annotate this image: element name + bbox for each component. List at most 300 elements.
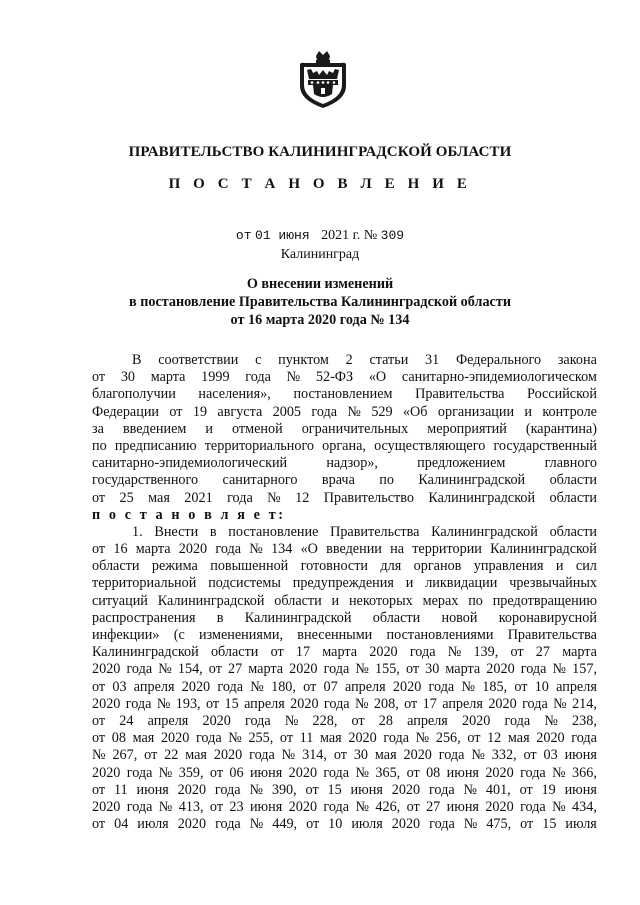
word: области bbox=[92, 558, 140, 575]
document-body bbox=[92, 352, 597, 833]
word: 2020 bbox=[392, 678, 422, 695]
word: № bbox=[158, 661, 172, 678]
word: июня bbox=[136, 781, 169, 798]
word: за bbox=[92, 420, 104, 437]
word: 228, bbox=[312, 712, 338, 729]
word: № bbox=[553, 695, 567, 712]
word: 157, bbox=[572, 661, 597, 678]
word: апреля bbox=[244, 695, 285, 712]
word: 2020 bbox=[288, 764, 318, 781]
word: 390, bbox=[271, 781, 297, 798]
word: июня bbox=[564, 781, 597, 798]
word: управления bbox=[473, 558, 544, 575]
word: Калининградской bbox=[418, 472, 526, 489]
word: № bbox=[463, 781, 478, 798]
word: 314, bbox=[302, 747, 327, 764]
word: постановлением bbox=[293, 386, 393, 403]
word: года bbox=[438, 747, 465, 764]
word: № bbox=[158, 798, 173, 815]
word: 23 bbox=[229, 798, 244, 815]
text-line bbox=[92, 679, 597, 696]
word: марта bbox=[445, 661, 481, 678]
word: от bbox=[306, 816, 320, 833]
word: санитарно-эпидемиологический bbox=[92, 455, 288, 472]
word: «О bbox=[300, 541, 318, 558]
word: от bbox=[523, 747, 537, 764]
word: 19 bbox=[541, 781, 556, 798]
title-line-3: от 16 марта 2020 года № 134 bbox=[230, 312, 410, 328]
word: от bbox=[406, 764, 420, 781]
word: 2020 bbox=[288, 798, 318, 815]
word: 2020 bbox=[488, 695, 517, 712]
word: 10 bbox=[328, 816, 343, 833]
word: от bbox=[270, 644, 284, 661]
word: территории bbox=[412, 541, 482, 558]
text-line bbox=[92, 730, 597, 747]
from-label: от bbox=[235, 228, 252, 243]
word: 15 bbox=[542, 816, 557, 833]
word: 2020 bbox=[289, 661, 318, 678]
text-line bbox=[92, 816, 597, 833]
word: 256, bbox=[435, 730, 461, 747]
text-line bbox=[92, 696, 597, 713]
word: 04 bbox=[114, 816, 129, 833]
word: территориального bbox=[204, 437, 315, 454]
word: от bbox=[209, 764, 224, 781]
word: от bbox=[208, 661, 222, 678]
word: от bbox=[303, 678, 317, 695]
word: территориальной bbox=[92, 575, 197, 592]
word: 30 bbox=[353, 747, 369, 764]
word: № bbox=[281, 747, 296, 764]
word: года bbox=[126, 661, 153, 678]
word: от bbox=[406, 798, 420, 815]
word: 267, bbox=[112, 747, 138, 764]
word: от bbox=[92, 541, 106, 558]
word: года bbox=[195, 730, 222, 747]
word: подсистемы bbox=[208, 575, 281, 592]
word: Калининградской bbox=[157, 592, 265, 609]
word: области bbox=[372, 609, 421, 626]
word: на bbox=[390, 541, 404, 558]
word: «О bbox=[368, 369, 387, 386]
word: от bbox=[92, 369, 106, 386]
word: № bbox=[552, 798, 566, 815]
word: 208, bbox=[373, 695, 399, 712]
word: апреля bbox=[133, 678, 175, 695]
text-line bbox=[92, 455, 597, 472]
word: года bbox=[217, 678, 244, 695]
word: апреля bbox=[442, 695, 483, 712]
word: 426, bbox=[375, 798, 401, 815]
word: 12 bbox=[487, 730, 502, 747]
word: апреля bbox=[407, 712, 448, 729]
word: июля bbox=[137, 816, 169, 833]
word: 28 bbox=[378, 712, 393, 729]
word: 2020 bbox=[181, 678, 211, 695]
word: № bbox=[249, 541, 263, 558]
word: года bbox=[125, 695, 152, 712]
word: года bbox=[571, 730, 597, 747]
word: Правительство bbox=[323, 489, 414, 506]
word: мая bbox=[132, 730, 155, 747]
word: от bbox=[92, 678, 106, 695]
word: июня bbox=[564, 747, 597, 764]
word: мая bbox=[319, 730, 342, 747]
word: и bbox=[555, 558, 564, 575]
word: 2020 bbox=[403, 747, 432, 764]
word: года bbox=[323, 695, 350, 712]
word: 2020 bbox=[486, 661, 515, 678]
word: 30 bbox=[120, 369, 135, 386]
word: 2005 bbox=[272, 403, 302, 420]
word: года bbox=[249, 747, 275, 764]
word: для bbox=[380, 558, 402, 575]
word: от bbox=[92, 730, 106, 747]
word: с bbox=[255, 352, 262, 368]
word: № bbox=[284, 712, 299, 729]
word: 27 bbox=[535, 644, 550, 661]
word: апреля bbox=[147, 712, 189, 729]
word: 2020 bbox=[369, 644, 398, 661]
word: врача bbox=[321, 472, 355, 489]
word: 2020 bbox=[202, 712, 231, 729]
word: «Об bbox=[402, 403, 428, 420]
word: санитарного bbox=[222, 472, 298, 489]
word: области bbox=[549, 472, 597, 489]
word: 2020 bbox=[391, 781, 421, 798]
word: 365, bbox=[375, 764, 401, 781]
word: 07 bbox=[323, 678, 338, 695]
word: ликвидации bbox=[425, 575, 498, 592]
word: области bbox=[549, 489, 597, 506]
word: соответствии bbox=[158, 352, 239, 368]
text-line bbox=[92, 799, 597, 816]
word: области bbox=[274, 592, 322, 609]
word: распространения bbox=[92, 609, 196, 626]
word: главного bbox=[544, 455, 597, 472]
word: 2020 bbox=[92, 798, 121, 815]
word: ограничительных bbox=[301, 420, 409, 437]
word: повышенной bbox=[210, 558, 289, 575]
word: 155, bbox=[375, 661, 400, 678]
word: марта bbox=[248, 661, 284, 678]
word: 2020 bbox=[92, 764, 121, 781]
word: 332, bbox=[491, 747, 517, 764]
word: Внести bbox=[154, 523, 199, 540]
word: года bbox=[409, 644, 436, 661]
word: органа, bbox=[322, 437, 366, 454]
word: области bbox=[549, 523, 597, 540]
word: новой bbox=[441, 609, 478, 626]
word: года bbox=[323, 798, 350, 815]
word: № bbox=[552, 764, 566, 781]
word: мая bbox=[374, 747, 397, 764]
word: 434, bbox=[572, 798, 597, 815]
year-value: 2021 г. bbox=[321, 228, 361, 243]
text-line bbox=[92, 524, 597, 541]
word: от bbox=[92, 816, 106, 833]
word: организации bbox=[437, 403, 515, 420]
word: по bbox=[468, 592, 483, 609]
word: пунктом bbox=[278, 352, 329, 368]
text-line bbox=[92, 713, 597, 730]
word: года bbox=[504, 712, 531, 729]
word: 255, bbox=[248, 730, 274, 747]
resolves-word: п о с т а н о в л я е т: bbox=[92, 506, 286, 523]
document-type: П О С Т А Н О В Л Е Н И Е bbox=[168, 176, 472, 192]
word: мая bbox=[507, 730, 530, 747]
word: июня bbox=[249, 764, 283, 781]
word: предупреждения bbox=[292, 575, 394, 592]
text-line bbox=[92, 490, 597, 507]
word: от bbox=[520, 816, 534, 833]
word: № bbox=[228, 730, 242, 747]
word: от bbox=[514, 678, 528, 695]
word: 193, bbox=[175, 695, 201, 712]
word: года bbox=[245, 369, 271, 386]
word: 19 bbox=[192, 403, 208, 420]
word: 10 bbox=[534, 678, 549, 695]
word: от bbox=[92, 781, 106, 798]
word: Правительства bbox=[330, 523, 420, 540]
word: мерах bbox=[422, 592, 459, 609]
word: года bbox=[323, 661, 350, 678]
word: года bbox=[520, 661, 547, 678]
word: и bbox=[524, 403, 532, 420]
word: от bbox=[92, 489, 106, 506]
word: № bbox=[461, 678, 476, 695]
word: 2020 bbox=[92, 695, 121, 712]
word: года bbox=[428, 678, 455, 695]
word: Калининградской bbox=[490, 541, 597, 558]
word: готовности bbox=[300, 558, 368, 575]
word: года bbox=[522, 695, 548, 712]
word: 31 bbox=[425, 352, 440, 368]
word: государственного bbox=[92, 472, 199, 489]
word: по bbox=[92, 437, 107, 454]
organization-name: ПРАВИТЕЛЬСТВО КАЛИНИНГРАДСКОЙ ОБЛАСТИ bbox=[128, 144, 512, 160]
word: и bbox=[205, 420, 213, 437]
word: 214, bbox=[572, 695, 597, 712]
word: предписанию bbox=[114, 437, 197, 454]
word: 25 bbox=[119, 489, 134, 506]
word: 449, bbox=[272, 816, 298, 833]
word: года bbox=[215, 541, 242, 558]
word: года bbox=[429, 816, 455, 833]
word: 359, bbox=[178, 764, 204, 781]
word: 2020 bbox=[213, 747, 243, 764]
word: от bbox=[519, 781, 533, 798]
word: 30 bbox=[425, 661, 440, 678]
word: контроле bbox=[542, 403, 597, 420]
text-line bbox=[92, 386, 597, 403]
word: № bbox=[355, 764, 369, 781]
word: 27 bbox=[426, 798, 441, 815]
word: от bbox=[92, 712, 106, 729]
word: № bbox=[552, 661, 567, 678]
word: 2020 bbox=[485, 764, 514, 781]
word: 2020 bbox=[348, 730, 377, 747]
word: ситуаций bbox=[92, 592, 148, 609]
word: 08 bbox=[111, 730, 126, 747]
word: № bbox=[249, 781, 263, 798]
text-line bbox=[92, 747, 597, 764]
word: 2020 bbox=[290, 695, 319, 712]
word: 15 bbox=[224, 695, 239, 712]
word: мая bbox=[185, 747, 207, 764]
word: июня bbox=[249, 798, 283, 815]
date-value: 01 июня bbox=[255, 228, 310, 243]
word: (с bbox=[173, 627, 185, 643]
word: 2020 bbox=[160, 730, 190, 747]
word: Калининградской bbox=[92, 644, 199, 661]
word: санитарно-эпидемиологическом bbox=[401, 369, 597, 386]
word: 366, bbox=[572, 764, 597, 781]
word: 17 bbox=[295, 644, 311, 661]
word: 1. bbox=[132, 523, 143, 540]
word: от bbox=[404, 695, 418, 712]
word: 2020 bbox=[92, 661, 121, 678]
word: по bbox=[379, 472, 394, 489]
word: введением bbox=[122, 420, 187, 437]
word: апреля bbox=[556, 678, 597, 695]
word: 238, bbox=[572, 712, 597, 729]
word: года bbox=[214, 781, 241, 798]
word: 08 bbox=[426, 764, 441, 781]
text-line bbox=[92, 352, 597, 369]
word: Калининградской bbox=[244, 609, 352, 626]
text-line bbox=[92, 765, 597, 782]
word: 22 bbox=[164, 747, 179, 764]
word: 12 bbox=[295, 489, 310, 506]
word: некоторых bbox=[348, 592, 413, 609]
word: сил bbox=[575, 558, 597, 575]
word: мая bbox=[148, 489, 170, 506]
word: закона bbox=[557, 352, 597, 368]
word: № bbox=[447, 644, 462, 661]
word: и bbox=[331, 592, 340, 609]
word: № bbox=[355, 661, 369, 678]
word: 2021 bbox=[184, 489, 213, 506]
word: № bbox=[92, 747, 106, 764]
preamble-paragraph bbox=[92, 352, 597, 507]
word: Калининградской bbox=[431, 523, 538, 540]
word: № bbox=[463, 816, 478, 833]
word: Федерального bbox=[455, 352, 542, 368]
word: № bbox=[156, 695, 171, 712]
word: чрезвычайных bbox=[509, 575, 597, 592]
text-line bbox=[92, 593, 597, 610]
text-line bbox=[92, 661, 597, 678]
word: года bbox=[428, 781, 455, 798]
word: апреля bbox=[344, 678, 386, 695]
word: органов bbox=[413, 558, 462, 575]
word: 180, bbox=[271, 678, 296, 695]
text-line bbox=[92, 575, 597, 592]
word: от bbox=[467, 730, 481, 747]
word: 401, bbox=[485, 781, 511, 798]
word: 06 bbox=[229, 764, 244, 781]
word: № bbox=[355, 798, 369, 815]
word: 529 bbox=[371, 403, 393, 420]
text-line bbox=[92, 369, 597, 386]
word: введении bbox=[326, 541, 382, 558]
word: года bbox=[311, 403, 338, 420]
text-line bbox=[92, 404, 597, 421]
word: от bbox=[305, 781, 319, 798]
word: внесенными bbox=[297, 627, 373, 643]
word: августа bbox=[217, 403, 263, 420]
word: Российской bbox=[527, 386, 597, 403]
document-number: 309 bbox=[380, 228, 405, 243]
word: от bbox=[510, 644, 524, 661]
word: июня bbox=[446, 798, 479, 815]
word: в bbox=[209, 523, 217, 540]
word: от bbox=[205, 695, 220, 712]
word: марта bbox=[135, 541, 171, 558]
word: № bbox=[544, 712, 558, 729]
word: года bbox=[215, 816, 241, 833]
word: 2020 bbox=[177, 816, 207, 833]
text-line bbox=[92, 421, 597, 438]
word: государственный bbox=[493, 437, 597, 454]
number-label: № bbox=[363, 228, 378, 243]
title-line-1: О внесении изменений bbox=[246, 276, 394, 292]
word: 15 bbox=[327, 781, 342, 798]
word: года bbox=[520, 764, 546, 781]
word: 11 bbox=[113, 781, 128, 798]
word: от bbox=[279, 730, 294, 747]
word: № bbox=[250, 678, 264, 695]
word: июня bbox=[446, 764, 479, 781]
word: года bbox=[383, 730, 410, 747]
word: 2020 bbox=[177, 781, 207, 798]
word: режима bbox=[151, 558, 198, 575]
word: июля bbox=[351, 816, 383, 833]
word: Правительства bbox=[415, 386, 505, 403]
word: в bbox=[216, 609, 224, 626]
word: отменой bbox=[232, 420, 283, 437]
word: и bbox=[405, 575, 414, 592]
word: Калининградской bbox=[428, 489, 536, 506]
word: постановление bbox=[228, 523, 319, 540]
word: марта bbox=[562, 644, 597, 661]
word: № bbox=[415, 730, 430, 747]
word: Правительства bbox=[507, 627, 597, 643]
word: от bbox=[351, 712, 365, 729]
word: 52-ФЗ bbox=[315, 369, 354, 386]
word: № bbox=[471, 747, 485, 764]
title-line-2: в постановление Правительства Калининградской области bbox=[128, 294, 511, 310]
word: года bbox=[126, 798, 153, 815]
word: области bbox=[210, 644, 259, 661]
text-line bbox=[92, 627, 597, 644]
word: года bbox=[227, 489, 253, 506]
text-line bbox=[92, 541, 597, 558]
resolves-line bbox=[92, 507, 597, 524]
word: 185, bbox=[482, 678, 508, 695]
word: населения», bbox=[198, 386, 271, 403]
word: 139, bbox=[473, 644, 499, 661]
word: мероприятий bbox=[427, 420, 507, 437]
text-line bbox=[92, 558, 597, 575]
word: июля bbox=[565, 816, 597, 833]
document-title bbox=[0, 275, 640, 329]
word: 2020 bbox=[178, 541, 208, 558]
word: от bbox=[333, 747, 347, 764]
text-line bbox=[92, 644, 597, 661]
